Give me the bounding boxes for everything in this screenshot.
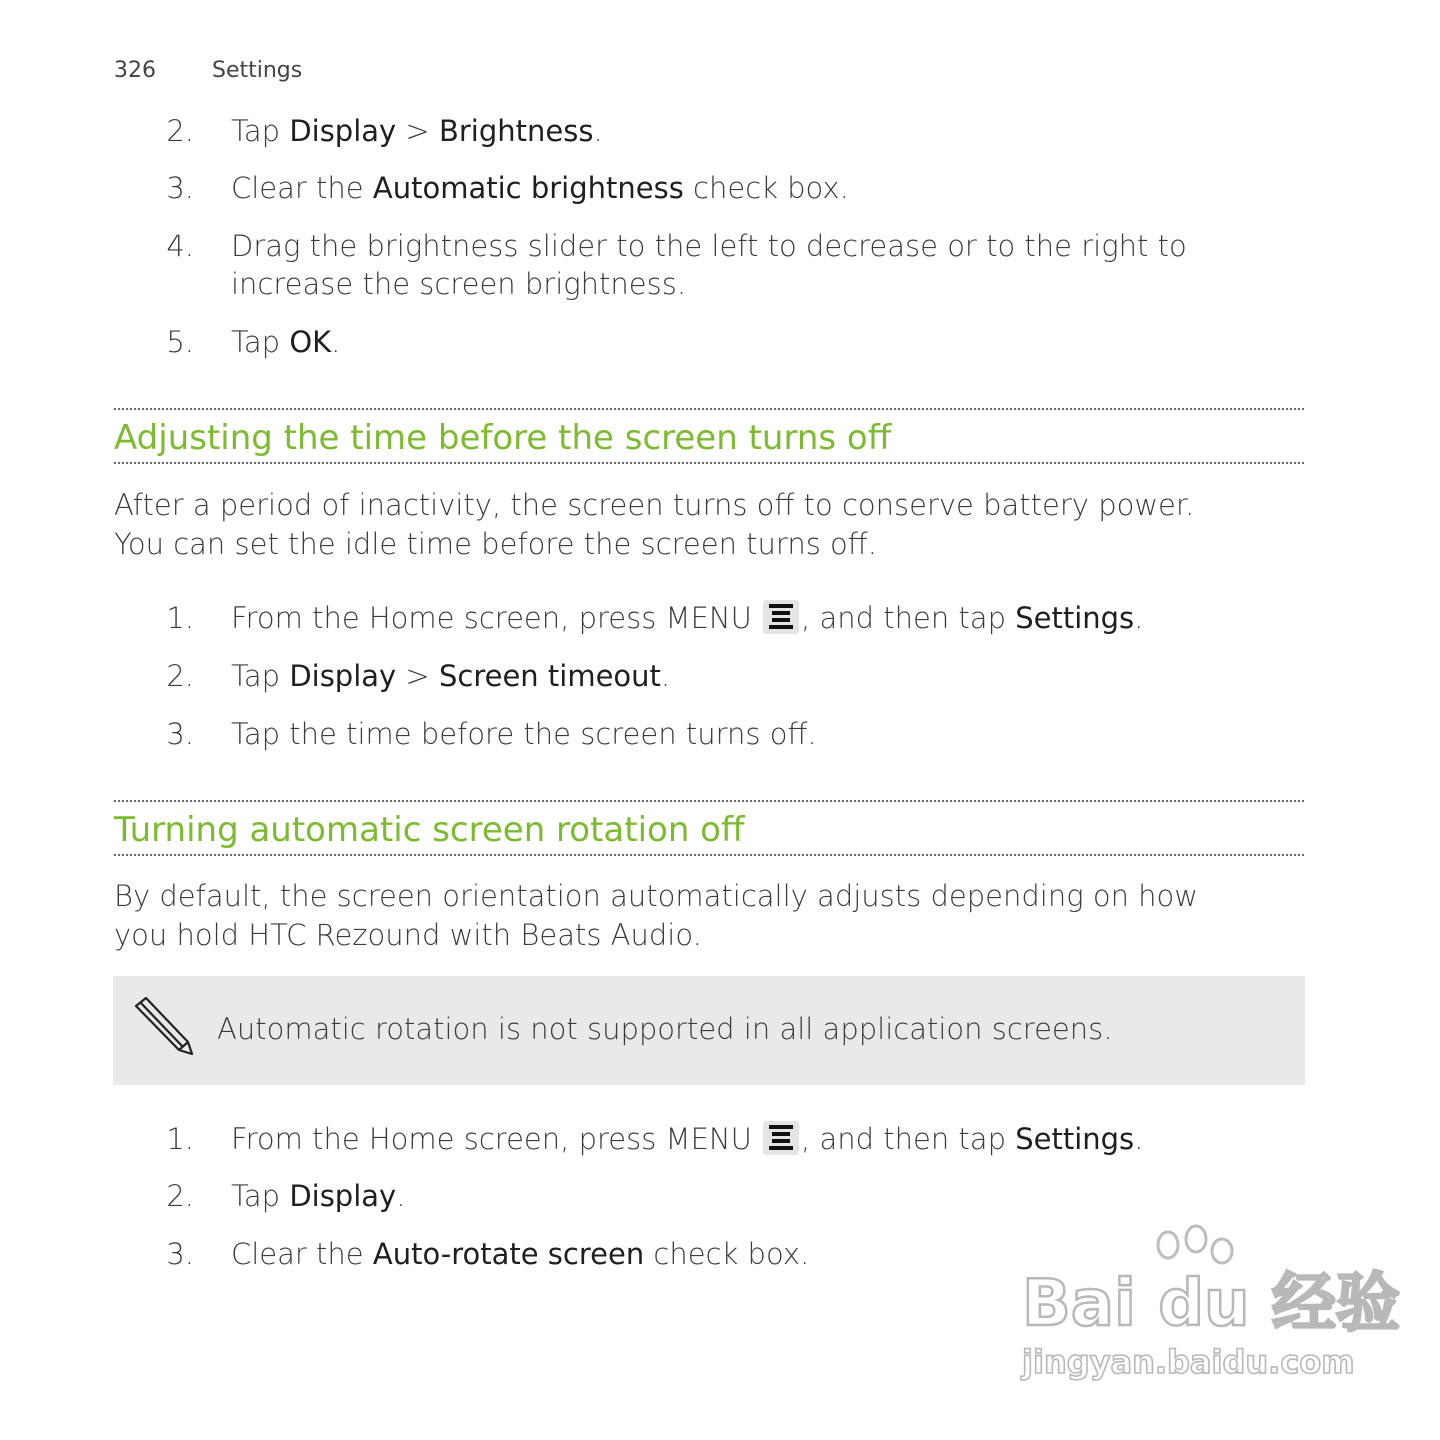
step-text-bold: Settings [1015,601,1135,635]
paragraph-line: you hold HTC Rezound with Beats Audio. [114,918,702,952]
step-number: 3. [166,171,194,205]
step-text-part: , and then tap [801,601,1016,635]
paw-icon [1158,1226,1232,1263]
step-text-bold: OK [289,325,332,359]
pencil-icon [132,996,196,1058]
note-box [113,976,1305,1085]
step-text [231,112,603,150]
step-text-part: Tap [231,325,290,359]
divider [114,462,1304,464]
step-text-part: . [396,1179,406,1213]
watermark-brand: Bai du 经验 [1022,1267,1400,1341]
step-text-bold: Automatic brightness [372,171,684,205]
step-text-part: . [331,325,341,359]
note-text: Automatic rotation is not supported in all application screens. [217,1012,1113,1046]
step-text-bold: Display [289,114,397,148]
step-text-bold: Display [289,659,397,693]
step-text-part: , and then tap [801,1122,1016,1156]
step-text [231,227,1187,303]
step-number: 1. [166,601,194,635]
step-text-part: Tap [231,114,290,148]
step-number: 3. [166,717,194,751]
paragraph-line: After a period of inactivity, the screen turns off to conserve battery power. [114,488,1195,522]
step-text-line: increase the screen brightness. [231,267,687,301]
menu-icon [763,1121,799,1155]
step-text-part: > [396,114,439,148]
paragraph-line: By default, the screen orientation automatically adjusts depending on how [114,879,1199,913]
step-text-part: . [593,114,603,148]
step-text-part: check box. [683,171,849,205]
step-text [231,1177,405,1215]
menu-icon [763,600,799,634]
step-text [231,169,849,207]
step-text [231,1235,809,1273]
paragraph [114,877,1198,955]
step-number: 1. [166,1122,194,1156]
section-heading: Adjusting the time before the screen turns off [114,418,892,458]
step-text-bold: Display [289,1179,397,1213]
step-text [231,599,1143,637]
step-text-bold: Brightness [438,114,594,148]
step-text-part: Tap [231,659,290,693]
step-text [231,1120,1143,1158]
step-number: 5. [166,325,194,359]
step-text-part: From the Home screen, press MENU [231,601,762,635]
step-text-part: . [1134,601,1144,635]
section-name: Settings [212,58,303,83]
step-text-part: Tap [231,1179,290,1213]
step-text-bold: Auto-rotate screen [372,1237,645,1271]
section-heading: Turning automatic screen rotation off [114,810,745,850]
step-number: 3. [166,1237,194,1271]
step-text-line: Drag the brightness slider to the left to decrease or to the right to [231,229,1187,263]
step-text-part: check box. [644,1237,810,1271]
step-text-part: > [396,659,439,693]
baidu-watermark [1020,1225,1400,1395]
watermark-url: jingyan.baidu.com [1022,1343,1355,1381]
step-text-part: From the Home screen, press MENU [231,1122,762,1156]
step-text-bold: Settings [1015,1122,1135,1156]
step-number: 2. [166,659,194,693]
step-text [231,657,670,695]
page-header [114,58,302,83]
step-text-part: Clear the [231,171,373,205]
step-text-part: . [1134,1122,1144,1156]
step-text: Tap the time before the screen turns off. [231,717,817,751]
step-number: 2. [166,1179,194,1213]
step-number: 4. [166,229,194,263]
paragraph-line: You can set the idle time before the screen turns off. [114,527,877,561]
divider [114,854,1304,856]
step-text-part: . [660,659,671,693]
page-number: 326 [114,58,156,83]
step-text-bold: Screen timeout [438,659,661,693]
paragraph [114,486,1194,564]
divider [114,408,1304,410]
step-number: 2. [166,114,194,148]
divider [114,800,1304,802]
step-text [231,323,340,361]
step-text-part: Clear the [231,1237,373,1271]
